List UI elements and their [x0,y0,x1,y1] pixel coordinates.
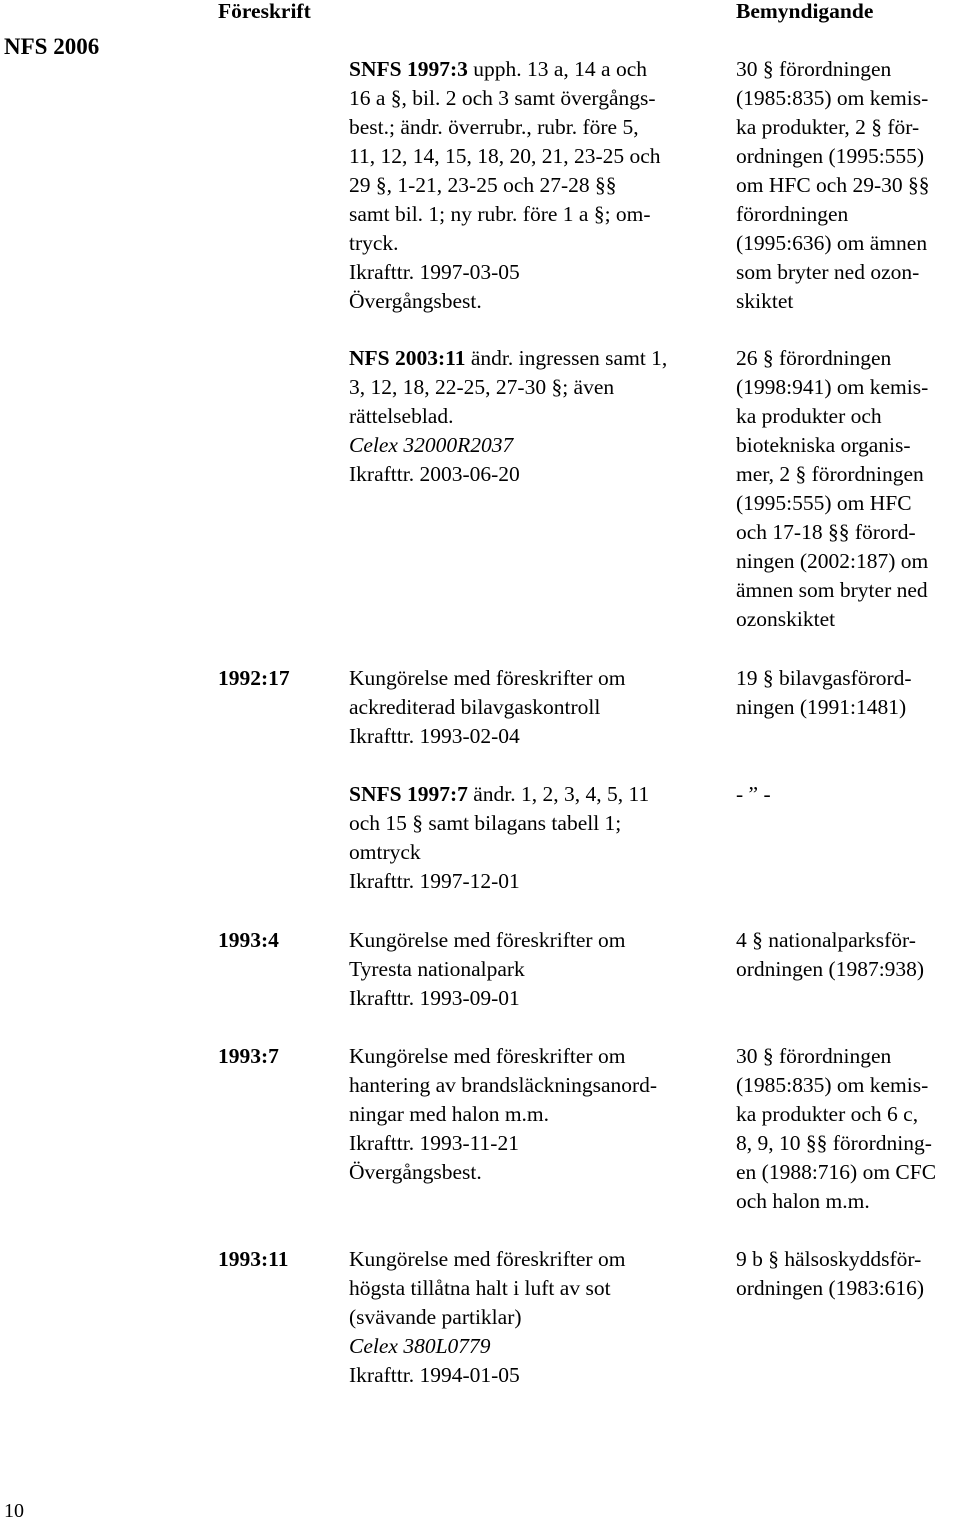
amendment-reference: SNFS 1997:7 [349,782,468,806]
regulation-text-line [349,344,667,373]
authorization-text-line: ordningen (1987:938) [736,957,925,981]
authorization-text-line: ningen (2002:187) om [736,549,929,573]
regulation-text-line: Ikrafttr. 1997-03-05 [349,260,520,284]
amendment-description: ändr. ingressen samt 1, [465,346,668,370]
regulation-text-line: best.; ändr. överrubr., rubr. före 5, [349,115,639,139]
regulation-text-line [349,55,647,84]
authorization-text-line: 26 § förordningen [736,346,892,370]
entry-number: 1993:4 [218,928,279,952]
authorization-text-line: (1998:941) om kemis- [736,375,929,399]
authorization-text-line: biotekniska organis- [736,433,911,457]
amendment-reference: NFS 2003:11 [349,346,466,370]
regulation-text-line: ningar med halon m.m. [349,1102,550,1126]
regulation-text-line: Ikrafttr. 1993-11-21 [349,1131,519,1155]
regulation-text-line: Övergångsbest. [349,1160,482,1184]
regulation-text-line: 29 §, 1-21, 23-25 och 27-28 §§ [349,173,617,197]
regulation-text-line: rättelseblad. [349,404,454,428]
authorization-text-line: (1995:555) om HFC [736,491,912,515]
authorization-text-line: - ” - [736,782,771,806]
regulation-text-line: Kungörelse med föreskrifter om [349,1044,626,1068]
page-number: 10 [4,1500,24,1522]
regulation-text-line: högsta tillåtna halt i luft av sot [349,1276,611,1300]
regulation-text-line: och 15 § samt bilagans tabell 1; [349,811,622,835]
regulation-text-line: samt bil. 1; ny rubr. före 1 a §; om- [349,202,651,226]
authorization-text-line: 4 § nationalparksför- [736,928,916,952]
regulation-text-line: ackrediterad bilavgaskontroll [349,695,601,719]
amendment-description: ändr. 1, 2, 3, 4, 5, 11 [467,782,650,806]
regulation-text-line: Ikrafttr. 2003-06-20 [349,462,520,486]
regulation-text-line: Kungörelse med föreskrifter om [349,928,626,952]
regulation-text-line: 3, 12, 18, 22-25, 27-30 §; även [349,375,615,399]
authorization-text-line: 30 § förordningen [736,1044,892,1068]
amendment-description: upph. 13 a, 14 a och [467,57,647,81]
regulation-text-line: hantering av brandsläckningsanord- [349,1073,658,1097]
authorization-text-line: förordningen [736,202,849,226]
entry-number: 1993:11 [218,1247,289,1271]
authorization-text-line: om HFC och 29-30 §§ [736,173,930,197]
regulation-text-line: Ikrafttr. 1997-12-01 [349,869,520,893]
authorization-text-line: skiktet [736,289,794,313]
authorization-text-line: ozonskiktet [736,607,836,631]
regulation-text-line: 11, 12, 14, 15, 18, 20, 21, 23-25 och [349,144,661,168]
authorization-text-line: 8, 9, 10 §§ förordning- [736,1131,932,1155]
column-header-bemyndigande: Bemyndigande [736,0,874,23]
regulation-text-line: Celex 380L0779 [349,1334,491,1358]
authorization-text-line: 9 b § hälsoskyddsför- [736,1247,922,1271]
authorization-text-line: 19 § bilavgasförord- [736,666,912,690]
authorization-text-line: och 17-18 §§ förord- [736,520,916,544]
entry-number: 1993:7 [218,1044,279,1068]
authorization-text-line: (1985:835) om kemis- [736,1073,929,1097]
regulation-text-line: Ikrafttr. 1993-02-04 [349,724,520,748]
authorization-text-line: ningen (1991:1481) [736,695,907,719]
regulation-text-line: Kungörelse med föreskrifter om [349,666,626,690]
authorization-text-line: ordningen (1983:616) [736,1276,925,1300]
authorization-text-line: 30 § förordningen [736,57,892,81]
regulation-text-line: Ikrafttr. 1993-09-01 [349,986,520,1010]
authorization-text-line: (1995:636) om ämnen [736,231,928,255]
regulation-text-line: 16 a §, bil. 2 och 3 samt övergångs- [349,86,656,110]
authorization-text-line: en (1988:716) om CFC [736,1160,937,1184]
authorization-text-line: ka produkter och [736,404,882,428]
regulation-text-line [349,780,649,809]
authorization-text-line: ämnen som bryter ned [736,578,928,602]
authorization-text-line: och halon m.m. [736,1189,870,1213]
doc-label: NFS 2006 [4,34,100,59]
column-header-foreskrift: Föreskrift [218,0,311,23]
regulation-text-line: omtryck [349,840,421,864]
authorization-text-line: mer, 2 § förordningen [736,462,924,486]
regulation-text-line: Kungörelse med föreskrifter om [349,1247,626,1271]
regulation-text-line: Tyresta nationalpark [349,957,525,981]
regulation-text-line: (svävande partiklar) [349,1305,522,1329]
entry-number: 1992:17 [218,666,290,690]
authorization-text-line: (1985:835) om kemis- [736,86,929,110]
authorization-text-line: som bryter ned ozon- [736,260,920,284]
amendment-reference: SNFS 1997:3 [349,57,468,81]
regulation-text-line: Celex 32000R2037 [349,433,514,457]
regulation-text-line: Övergångsbest. [349,289,482,313]
authorization-text-line: ka produkter, 2 § för- [736,115,920,139]
authorization-text-line: ordningen (1995:555) [736,144,925,168]
regulation-text-line: tryck. [349,231,399,255]
authorization-text-line: ka produkter och 6 c, [736,1102,919,1126]
regulation-text-line: Ikrafttr. 1994-01-05 [349,1363,520,1387]
